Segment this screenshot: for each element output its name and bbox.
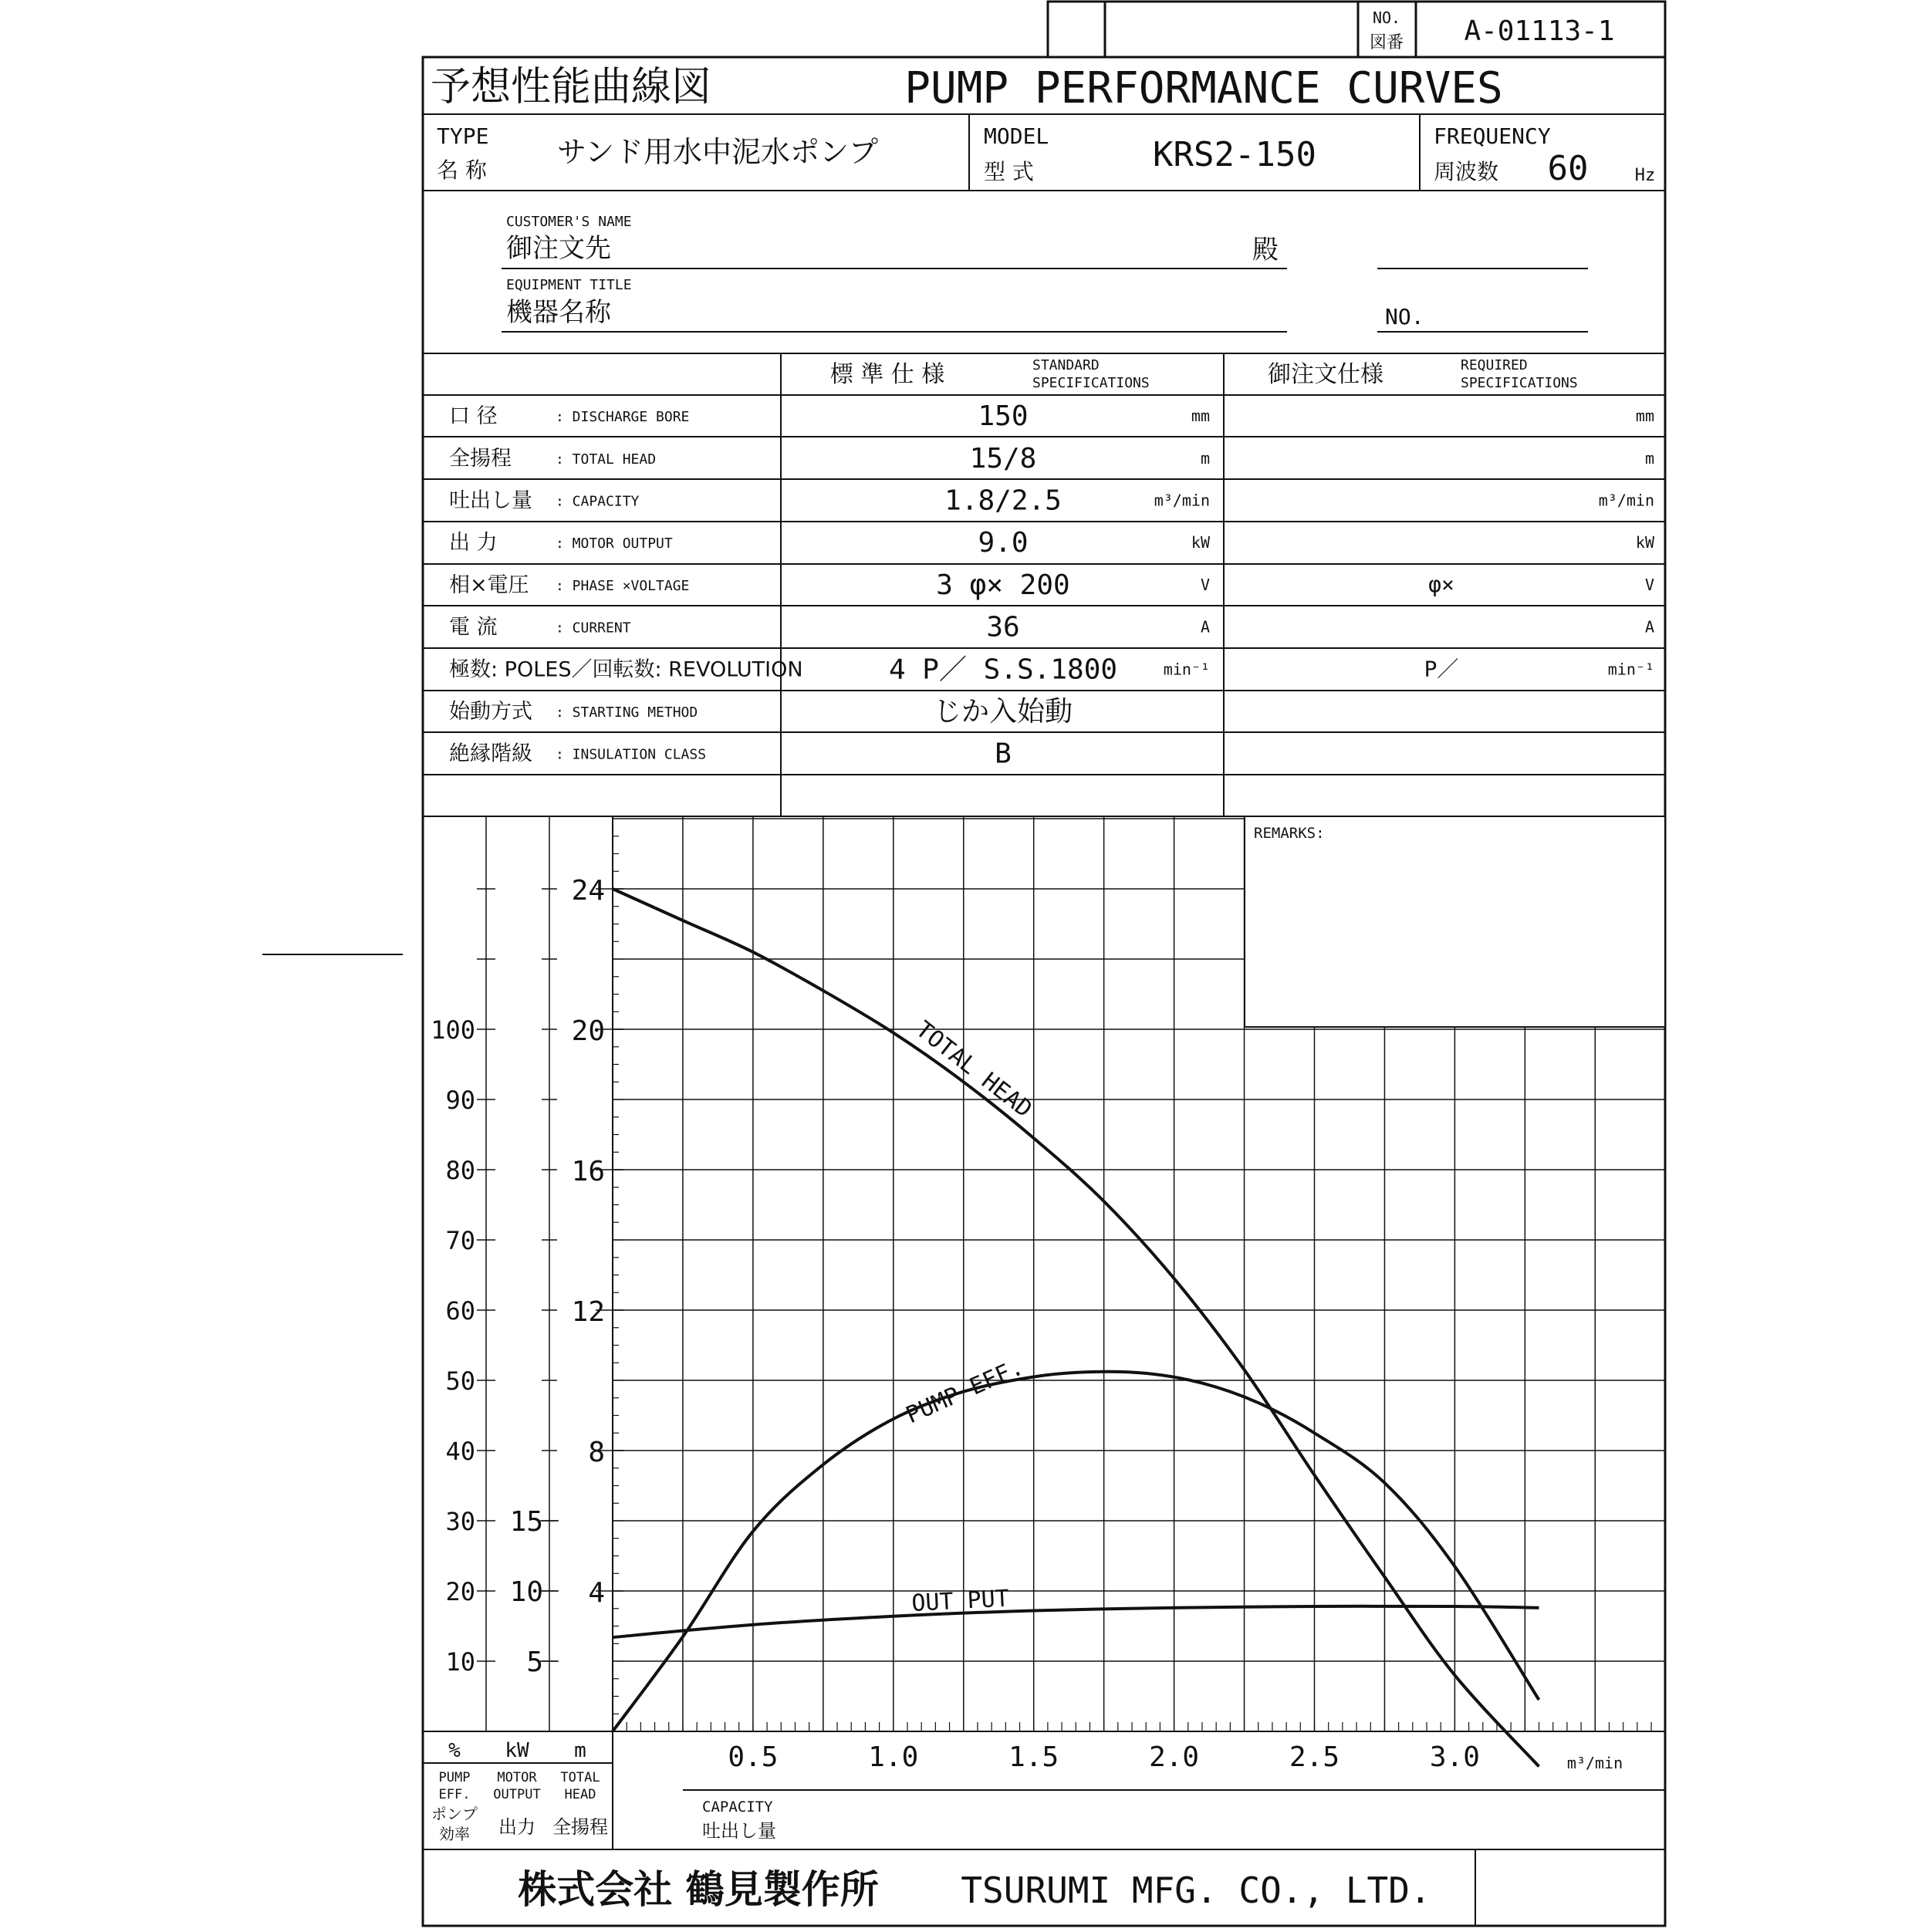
type-label-jp: 名 称 [437, 157, 487, 183]
spec-row-std-value: 150 [978, 400, 1029, 433]
eff-label-jp-1: ポンプ [431, 1805, 478, 1823]
drawing-no-label-jp: 図番 [1369, 33, 1404, 52]
drawing-number: A-01113-1 [1464, 15, 1615, 47]
spec-row-req-value[interactable]: P／ [1424, 656, 1459, 682]
remarks-label: REMARKS: [1254, 825, 1325, 842]
spec-row-std-value: 1.8/2.5 [944, 485, 1062, 517]
spec-row-req-unit[interactable]: kW [1635, 533, 1654, 552]
head-tick-label: 4 [588, 1577, 605, 1609]
head-label-jp: 全揚程 [552, 1816, 608, 1838]
output-tick-label: 5 [526, 1647, 543, 1678]
spec-row-label-en: : TOTAL HEAD [556, 451, 657, 468]
head-tick-label: 8 [588, 1437, 605, 1468]
capacity-label-jp: 吐出し量 [702, 1820, 776, 1842]
spec-row-label-en: : MOTOR OUTPUT [556, 535, 673, 552]
spec-row-std-unit: m³/min [1154, 491, 1210, 510]
capacity-label-en: CAPACITY [702, 1799, 773, 1815]
eff-tick-label: 80 [445, 1156, 475, 1185]
spec-row-req-unit[interactable]: V [1644, 575, 1654, 594]
req-spec-label-en2: SPECIFICATIONS [1461, 375, 1578, 391]
spec-row-label-en: : INSULATION CLASS [556, 746, 707, 763]
title-jp: 予想性能曲線図 [430, 64, 712, 110]
head-tick-label: 20 [571, 1015, 605, 1047]
eff-tick-label: 20 [445, 1577, 475, 1606]
model-label-jp: 型 式 [984, 159, 1034, 184]
head-tick-label: 16 [571, 1156, 605, 1187]
drawing-no-label-en: NO. [1372, 8, 1401, 27]
total-head-label: TOTAL HEAD [910, 1015, 1037, 1123]
head-tick-label: 24 [571, 875, 605, 907]
eff-tick-label: 90 [445, 1086, 475, 1115]
spec-row-label-en: : CURRENT [556, 620, 631, 637]
capacity-tick-label: 2.0 [1149, 1741, 1200, 1773]
pump-eff-curve [613, 1372, 1539, 1731]
head-unit: m [574, 1739, 586, 1762]
spec-row-label-jp: 電 流 [449, 615, 498, 640]
output-label-en-2: OUTPUT [493, 1787, 541, 1802]
output-tick-label: 15 [509, 1506, 543, 1538]
spec-row-std-value: 9.0 [978, 527, 1029, 559]
spec-row-label-jp: 吐出し量 [449, 488, 532, 513]
spec-row-std-unit: mm [1191, 407, 1210, 426]
output-label-en-1: MOTOR [497, 1770, 537, 1785]
spec-row-label-jp: 絶縁階級 [449, 741, 532, 766]
spec-row-req-unit[interactable]: min⁻¹ [1607, 660, 1654, 679]
output-tick-label: 10 [509, 1576, 543, 1608]
head-label-en-1: TOTAL [560, 1770, 600, 1785]
eff-tick-label: 70 [445, 1226, 475, 1255]
equipment-label-jp: 機器名称 [506, 297, 611, 328]
spec-row-label-jp: 全揚程 [449, 446, 512, 471]
eff-label-en-2: EFF. [438, 1787, 471, 1802]
equipment-label-en: EQUIPMENT TITLE [506, 277, 632, 293]
output-unit: kW [505, 1739, 529, 1762]
spec-row-req-unit[interactable]: m [1644, 448, 1654, 468]
spec-row-label-en: : CAPACITY [556, 493, 640, 510]
spec-row-std-value: 4 P／ S.S.1800 [888, 654, 1118, 686]
head-label-en-2: HEAD [564, 1787, 596, 1802]
frequency-label-en: FREQUENCY [1434, 123, 1551, 149]
company-name-en: TSURUMI MFG. CO., LTD. [961, 1870, 1431, 1911]
spec-row-std-unit: A [1200, 617, 1210, 637]
eff-tick-label: 40 [445, 1437, 475, 1466]
capacity-unit: m³/min [1566, 1754, 1623, 1772]
eff-label-en: PUMP [438, 1770, 471, 1785]
spec-row-label-jp: 始動方式 [449, 700, 532, 724]
spec-row-label-en: : PHASE ×VOLTAGE [556, 577, 690, 594]
model-label-en: MODEL [984, 123, 1049, 149]
eff-tick-label: 50 [445, 1366, 475, 1396]
std-spec-label-en1: STANDARD [1032, 357, 1100, 373]
capacity-tick-label: 1.0 [868, 1741, 919, 1773]
spec-row-std-value: じか入始動 [933, 696, 1073, 728]
spec-rows [449, 400, 1655, 770]
capacity-tick-label: 1.5 [1008, 1741, 1059, 1773]
model-value: KRS2-150 [1153, 135, 1316, 174]
spec-row-label-en: : DISCHARGE BORE [556, 409, 690, 426]
customer-no-label: NO. [1385, 304, 1424, 329]
spec-row-std-value: 36 [986, 611, 1020, 643]
eff-tick-label: 100 [431, 1015, 475, 1045]
title-en: PUMP PERFORMANCE CURVES [904, 63, 1503, 113]
spec-row-label-jp: 出 力 [449, 531, 498, 556]
company-name-jp: 株式会社 鶴見製作所 [518, 1866, 879, 1912]
eff-tick-label: 10 [445, 1647, 475, 1677]
frequency-unit: Hz [1634, 166, 1656, 185]
pump-eff-label: PUMP EFF. [902, 1353, 1028, 1430]
capacity-tick-label: 2.5 [1289, 1741, 1340, 1773]
spec-row-req-unit[interactable]: m³/min [1598, 491, 1654, 510]
spec-row-label-jp: 極数: POLES／回転数: REVOLUTION [449, 657, 803, 682]
spec-row-label-jp: 相×電圧 [449, 573, 529, 597]
out-put-label: OUT PUT [910, 1585, 1010, 1617]
head-tick-label: 12 [571, 1296, 605, 1328]
honorific: 殿 [1252, 235, 1279, 265]
std-spec-label-jp: 標 準 仕 様 [829, 361, 945, 388]
spec-row-std-value: B [995, 738, 1012, 770]
spec-row-label-en: : STARTING METHOD [556, 704, 698, 721]
customer-label-en: CUSTOMER'S NAME [506, 214, 632, 230]
spec-row-req-value[interactable]: φ× [1428, 571, 1454, 597]
spec-row-std-unit: min⁻¹ [1163, 660, 1210, 679]
std-spec-label-en2: SPECIFICATIONS [1032, 375, 1150, 391]
eff-label-jp-2: 効率 [439, 1825, 470, 1843]
spec-row-label-jp: 口 径 [449, 404, 498, 429]
chart-area [431, 816, 1665, 1773]
customer-label-jp: 御注文先 [506, 233, 611, 264]
type-label-en: TYPE [437, 123, 489, 149]
spec-row-std-unit: m [1200, 448, 1210, 468]
spec-row-req-unit[interactable]: A [1644, 617, 1654, 637]
spec-row-req-unit[interactable]: mm [1635, 407, 1654, 426]
eff-tick-label: 30 [445, 1507, 475, 1536]
eff-tick-label: 60 [445, 1296, 475, 1326]
spec-row-std-unit: V [1200, 575, 1210, 594]
out-put-curve [613, 1606, 1539, 1637]
frequency-value: 60 [1547, 149, 1589, 188]
req-spec-label-en1: REQUIRED [1461, 357, 1528, 373]
capacity-tick-label: 0.5 [728, 1741, 779, 1773]
type-value: サンド用水中泥水ポンプ [556, 135, 879, 169]
capacity-tick-label: 3.0 [1429, 1741, 1480, 1773]
req-spec-label-jp: 御注文仕様 [1268, 361, 1383, 388]
spec-row-std-value: 3 φ× 200 [936, 569, 1070, 601]
frequency-label-jp: 周波数 [1434, 159, 1499, 184]
spec-row-std-unit: kW [1191, 533, 1210, 552]
remarks-mask [1245, 817, 1664, 1026]
spec-row-std-value: 15/8 [969, 442, 1037, 475]
eff-unit: % [448, 1739, 461, 1762]
output-label-jp: 出力 [498, 1816, 535, 1838]
